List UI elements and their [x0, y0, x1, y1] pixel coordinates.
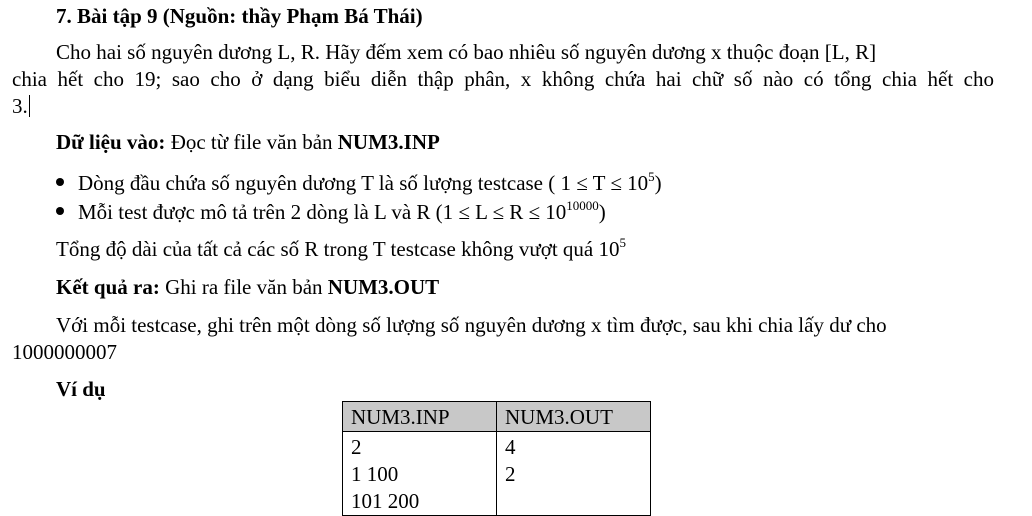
input-constraint-text: Tổng độ dài của tất cả các số R trong T testcase không vượt quá 10: [56, 237, 620, 261]
input-bullet-2-sup: 10000: [566, 198, 599, 213]
input-bullet-2: [56, 199, 606, 225]
input-text: Đọc từ file văn bản: [170, 130, 333, 154]
example-output-cell: [497, 432, 651, 516]
output-text: Ghi ra file văn bản: [165, 275, 323, 299]
section-title-text: Bài tập 9 (Nguồn: thầy Phạm Bá Thái): [77, 4, 423, 28]
section-title: [56, 3, 423, 29]
example-table: [342, 401, 651, 516]
bullet-icon: [56, 207, 64, 215]
example-table-row: [343, 432, 651, 516]
example-output-line: 4: [505, 435, 516, 459]
output-label: Kết quả ra:: [56, 275, 160, 299]
problem-line-3-text: 3.: [12, 94, 28, 118]
example-input-line: 101 200: [351, 489, 420, 513]
example-header-inp: NUM3.INP: [343, 402, 497, 432]
input-bullet-1-text: Dòng đầu chứa số nguyên dương T là số lượng testcase ( 1 ≤ T ≤ 10: [78, 171, 649, 195]
input-label: Dữ liệu vào:: [56, 130, 166, 154]
example-output-line: 2: [505, 462, 516, 486]
text-cursor: [29, 95, 30, 117]
example-input-line: 1 100: [351, 462, 399, 486]
output-line-1: Với mỗi testcase, ghi trên một dòng số lượng số nguyên dương x tìm được, sau khi chia lấy dư cho: [56, 313, 887, 337]
example-label: Ví dụ: [56, 377, 106, 401]
problem-line-2: chia hết cho 19; sao cho ở dạng biểu diễn thập phân, x không chứa hai chữ số nào có tổng chia hết cho: [12, 67, 994, 91]
input-bullet-2-end: ): [598, 200, 606, 224]
input-constraint-sup: 5: [619, 235, 626, 250]
input-file: NUM3.INP: [337, 130, 440, 154]
example-header-out: NUM3.OUT: [497, 402, 651, 432]
output-line-2: 1000000007: [12, 340, 117, 364]
output-file: NUM3.OUT: [327, 275, 440, 299]
problem-line-1: Cho hai số nguyên dương L, R. Hãy đếm xem có bao nhiêu số nguyên dương x thuộc đoạn [L, R]: [56, 40, 877, 64]
example-input-line: 2: [351, 435, 362, 459]
example-table-header-row: [343, 402, 651, 432]
section-number: 7.: [56, 4, 72, 28]
example-input-cell: [343, 432, 497, 516]
input-bullet-1: [56, 170, 662, 196]
input-bullet-2-text: Mỗi test được mô tả trên 2 dòng là L và R (1 ≤ L ≤ R ≤ 10: [78, 200, 567, 224]
input-constraint: [56, 236, 626, 262]
input-bullet-1-end: ): [654, 171, 662, 195]
output-heading: [56, 274, 439, 300]
problem-line-3: [12, 93, 30, 119]
input-bullet-1-sup: 5: [648, 169, 655, 184]
bullet-icon: [56, 178, 64, 186]
input-heading: [56, 129, 440, 155]
